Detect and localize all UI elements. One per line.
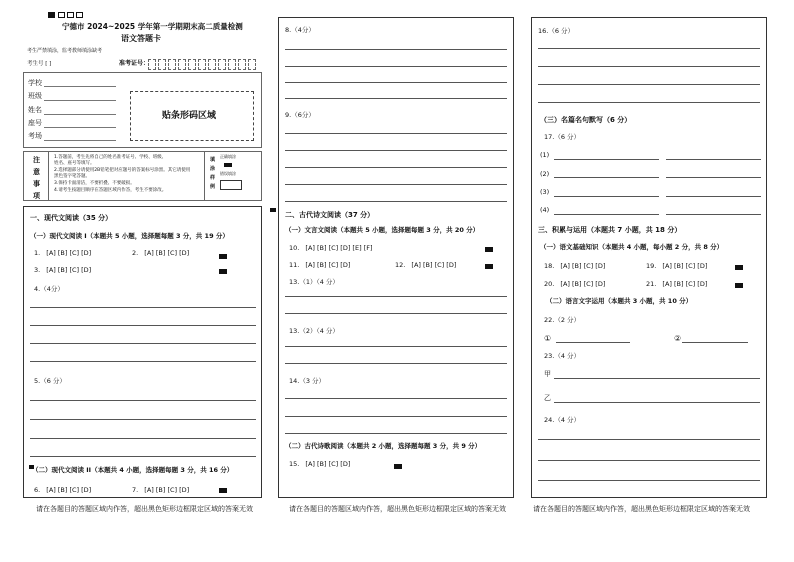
anchor-mark: [735, 283, 743, 288]
q23-label: 23.（4 分）: [544, 352, 581, 360]
q10-options[interactable]: 10. [A] [B] [C] [D] [E] [F]: [289, 244, 373, 252]
column-2-panel: [278, 17, 514, 498]
q24-label: 24.（4 分）: [544, 416, 581, 424]
q8-label: 8.（4分）: [285, 26, 315, 34]
subsection-poetry-title: （二）古代诗歌阅读（本题共 2 小题，选择题每题 3 分，共 9 分）: [285, 442, 482, 450]
anchor-mark: [485, 247, 493, 252]
subsection-jichu-title: （一）语文基础知识（本题共 4 小题，每小题 2 分，共 8 分）: [540, 243, 724, 251]
q1-options[interactable]: 1. [A] [B] [C] [D]: [34, 249, 92, 257]
subsection-wenyan-title: （一）文言文阅读（本题共 5 小题，选择题每题 3 分，共 20 分）: [285, 226, 480, 234]
q17-label: 17.（6 分）: [544, 133, 581, 141]
anchor-mark: [219, 254, 227, 259]
anchor-mark: [219, 269, 227, 274]
q2-options[interactable]: 2. [A] [B] [C] [D]: [132, 249, 190, 257]
q15-options[interactable]: 15. [A] [B] [C] [D]: [289, 460, 351, 468]
subsection-1-title: （一）现代文阅读 I（本题共 5 小题，选择题每题 3 分，共 19 分）: [30, 232, 229, 240]
q18-options[interactable]: 18. [A] [B] [C] [D]: [544, 262, 606, 270]
column-3-panel: 16.（6 分） （三）名篇名句默写（6 分） 17.（6 分） (1) (2) (3) (4) 三、积累与运用（本题共 7 小题，共 18 分） （一）语文基础知识（本题共 4 小题，每小题 2 分，共 8 分） 18. [A] [B] [C] [D] 19. [A] [B] [C] [D] 20. [A] [B] [C] [D] 21. [A] [B] [C] [D] （二）语言文字运用（本题共 3 小题，共 10 分） 22.（2 分） ① ② 23.（4 分） 甲 乙 24.（4 分）: [531, 17, 767, 498]
section-2-title: 二、古代诗文阅读（37 分）: [285, 211, 375, 219]
q22-label: 22.（2 分）: [544, 316, 581, 324]
footer-note-2: 请在各题目的答题区域内作答，超出黑色矩形边框限定区域的答案无效: [289, 505, 506, 513]
field-name: 姓名: [28, 106, 42, 114]
q4-label: 4.（4分）: [34, 285, 64, 293]
fill-example-label: 填 涂 样 例: [210, 157, 216, 190]
q21-options[interactable]: 21. [A] [B] [C] [D]: [646, 280, 708, 288]
correct-fill-label: 正确填涂: [220, 154, 236, 159]
section-3-title: 三、积累与运用（本题共 7 小题，共 18 分）: [538, 226, 682, 234]
correct-fill-icon: [224, 163, 232, 167]
anchor-mark: [735, 265, 743, 270]
barcode-label: 贴条形码区域: [162, 111, 217, 121]
q7-options[interactable]: 7. [A] [B] [C] [D]: [132, 486, 190, 494]
q13-2-label: 13.（2）（4 分）: [289, 327, 339, 335]
field-school: 学校: [28, 79, 42, 87]
note-2b: 黑色签字笔答题。: [54, 174, 90, 179]
q14-label: 14.（3 分）: [289, 377, 326, 385]
notes-box: [23, 151, 262, 201]
notes-label: 注 意 事 项: [33, 156, 40, 200]
card-title: 语文答题卡: [121, 34, 161, 43]
footer-note-3: 请在各题目的答题区域内作答，超出黑色矩形边框限定区域的答案无效: [533, 505, 750, 513]
column-1-panel: [23, 206, 262, 498]
student-info-box: [23, 72, 262, 148]
q9-label: 9.（6分）: [285, 111, 315, 119]
q12-options[interactable]: 12. [A] [B] [C] [D]: [395, 261, 457, 269]
timing-mark: [270, 208, 276, 212]
q3-options[interactable]: 3. [A] [B] [C] [D]: [34, 266, 92, 274]
anchor-mark: [219, 488, 227, 493]
exam-title: 宁德市 2024~2025 学年第一学期期末高二质量检测: [62, 22, 243, 31]
field-class: 班级: [28, 92, 42, 100]
name-class-label: 考生严禁填涂，监考教师填涂缺考: [27, 48, 103, 54]
q16-label: 16.（6 分）: [538, 27, 575, 35]
barcode-area[interactable]: [130, 91, 254, 141]
field-room: 考场: [28, 132, 42, 140]
footer-note-1: 请在各题目的答题区域内作答，超出黑色矩形边框限定区域的答案无效: [36, 505, 253, 513]
subsection-2-title: （二）现代文阅读 II（本题共 4 小题，选择题每题 3 分，共 16 分）: [32, 466, 234, 474]
subsection-mingju-title: （三）名篇名句默写（6 分）: [540, 116, 632, 124]
absent-label: 考生号 [ ]: [27, 61, 52, 67]
field-seat: 座号: [28, 119, 42, 127]
wrong-fill-icon: [220, 180, 242, 190]
wrong-fill-label: 错误填涂: [220, 171, 236, 176]
q6-options[interactable]: 6. [A] [B] [C] [D]: [34, 486, 92, 494]
ticket-label: 准考证号：: [119, 60, 150, 67]
note-4: 4.请考生按题目顺序在答题区域内作答，考生不要涂改。: [54, 188, 167, 193]
note-1: 1.答题前，考生先将自己的姓名准考证号、学校、班级、: [54, 155, 167, 160]
anchor-mark: [485, 264, 493, 269]
note-1b: 姓名、座号等填写。: [54, 161, 95, 166]
q20-options[interactable]: 20. [A] [B] [C] [D]: [544, 280, 606, 288]
subsection-yuyan-title: （二）语言文字运用（本题共 3 小题，共 10 分）: [546, 297, 693, 305]
q19-options[interactable]: 19. [A] [B] [C] [D]: [646, 262, 708, 270]
note-2: 2.选择题部分请使用2B铅笔把对应题号的答案标号涂黑。其它请使用: [54, 168, 191, 173]
section-1-title: 一、现代文阅读（35 分）: [30, 214, 113, 222]
anchor-mark: [394, 464, 402, 469]
q11-options[interactable]: 11. [A] [B] [C] [D]: [289, 261, 351, 269]
q13-1-label: 13.（1）（4 分）: [289, 278, 339, 286]
q5-label: 5.（6 分）: [34, 377, 66, 385]
note-3: 3.保持卡面清洁，不要折叠、不要破损。: [54, 181, 135, 186]
